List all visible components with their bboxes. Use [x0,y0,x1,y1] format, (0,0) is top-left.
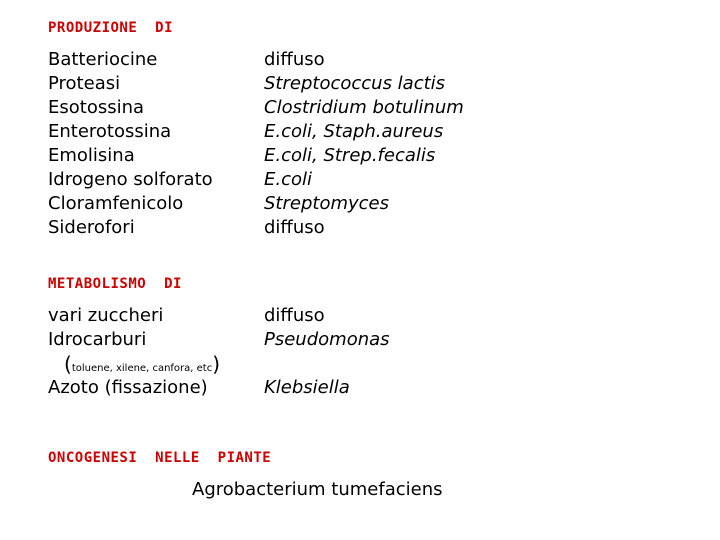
list-item: Enterotossina [48,121,172,142]
list-item: E.coli, Strep.fecalis [264,145,436,166]
list-item: Streptococcus lactis [264,73,446,94]
note-text: toluene, xilene, canfora, etc [71,363,213,374]
section-heading-produzione: PRODUZIONE DI [48,20,174,36]
list-item: diffuso [264,49,325,70]
section-heading-metabolismo: METABOLISMO DI [48,276,182,292]
note-bracket: ) [212,352,221,376]
note-bracket: ( [64,352,72,376]
list-item: Azoto (fissazione) [48,377,208,398]
list-item: Idrogeno solforato [48,169,213,190]
list-item: diffuso [264,305,325,326]
list-item-note [48,352,220,376]
list-item: Clostridium botulinum [264,97,464,118]
organism-name: Agrobacterium tumefaciens [192,479,443,500]
metabolismo-left-column [48,304,220,400]
metabolismo-right-column [264,304,390,400]
list-item: Streptomyces [264,193,389,214]
list-item: E.coli, Staph.aureus [264,121,444,142]
list-item: Pseudomonas [264,329,390,350]
list-item: E.coli [264,169,313,190]
produzione-right-column [264,48,464,240]
list-item: Idrocarburi [48,329,147,350]
list-item: Emolisina [48,145,135,166]
section-heading-oncogenesi: ONCOGENESI NELLE PIANTE [48,450,272,466]
list-item: Esotossina [48,97,145,118]
list-item: Klebsiella [264,377,350,398]
list-item: Siderofori [48,217,135,238]
produzione-left-column [48,48,213,240]
list-item: vari zuccheri [48,305,164,326]
list-item: diffuso [264,217,325,238]
list-item: Proteasi [48,73,121,94]
list-item: Batteriocine [48,49,158,70]
list-item: Cloramfenicolo [48,193,184,214]
